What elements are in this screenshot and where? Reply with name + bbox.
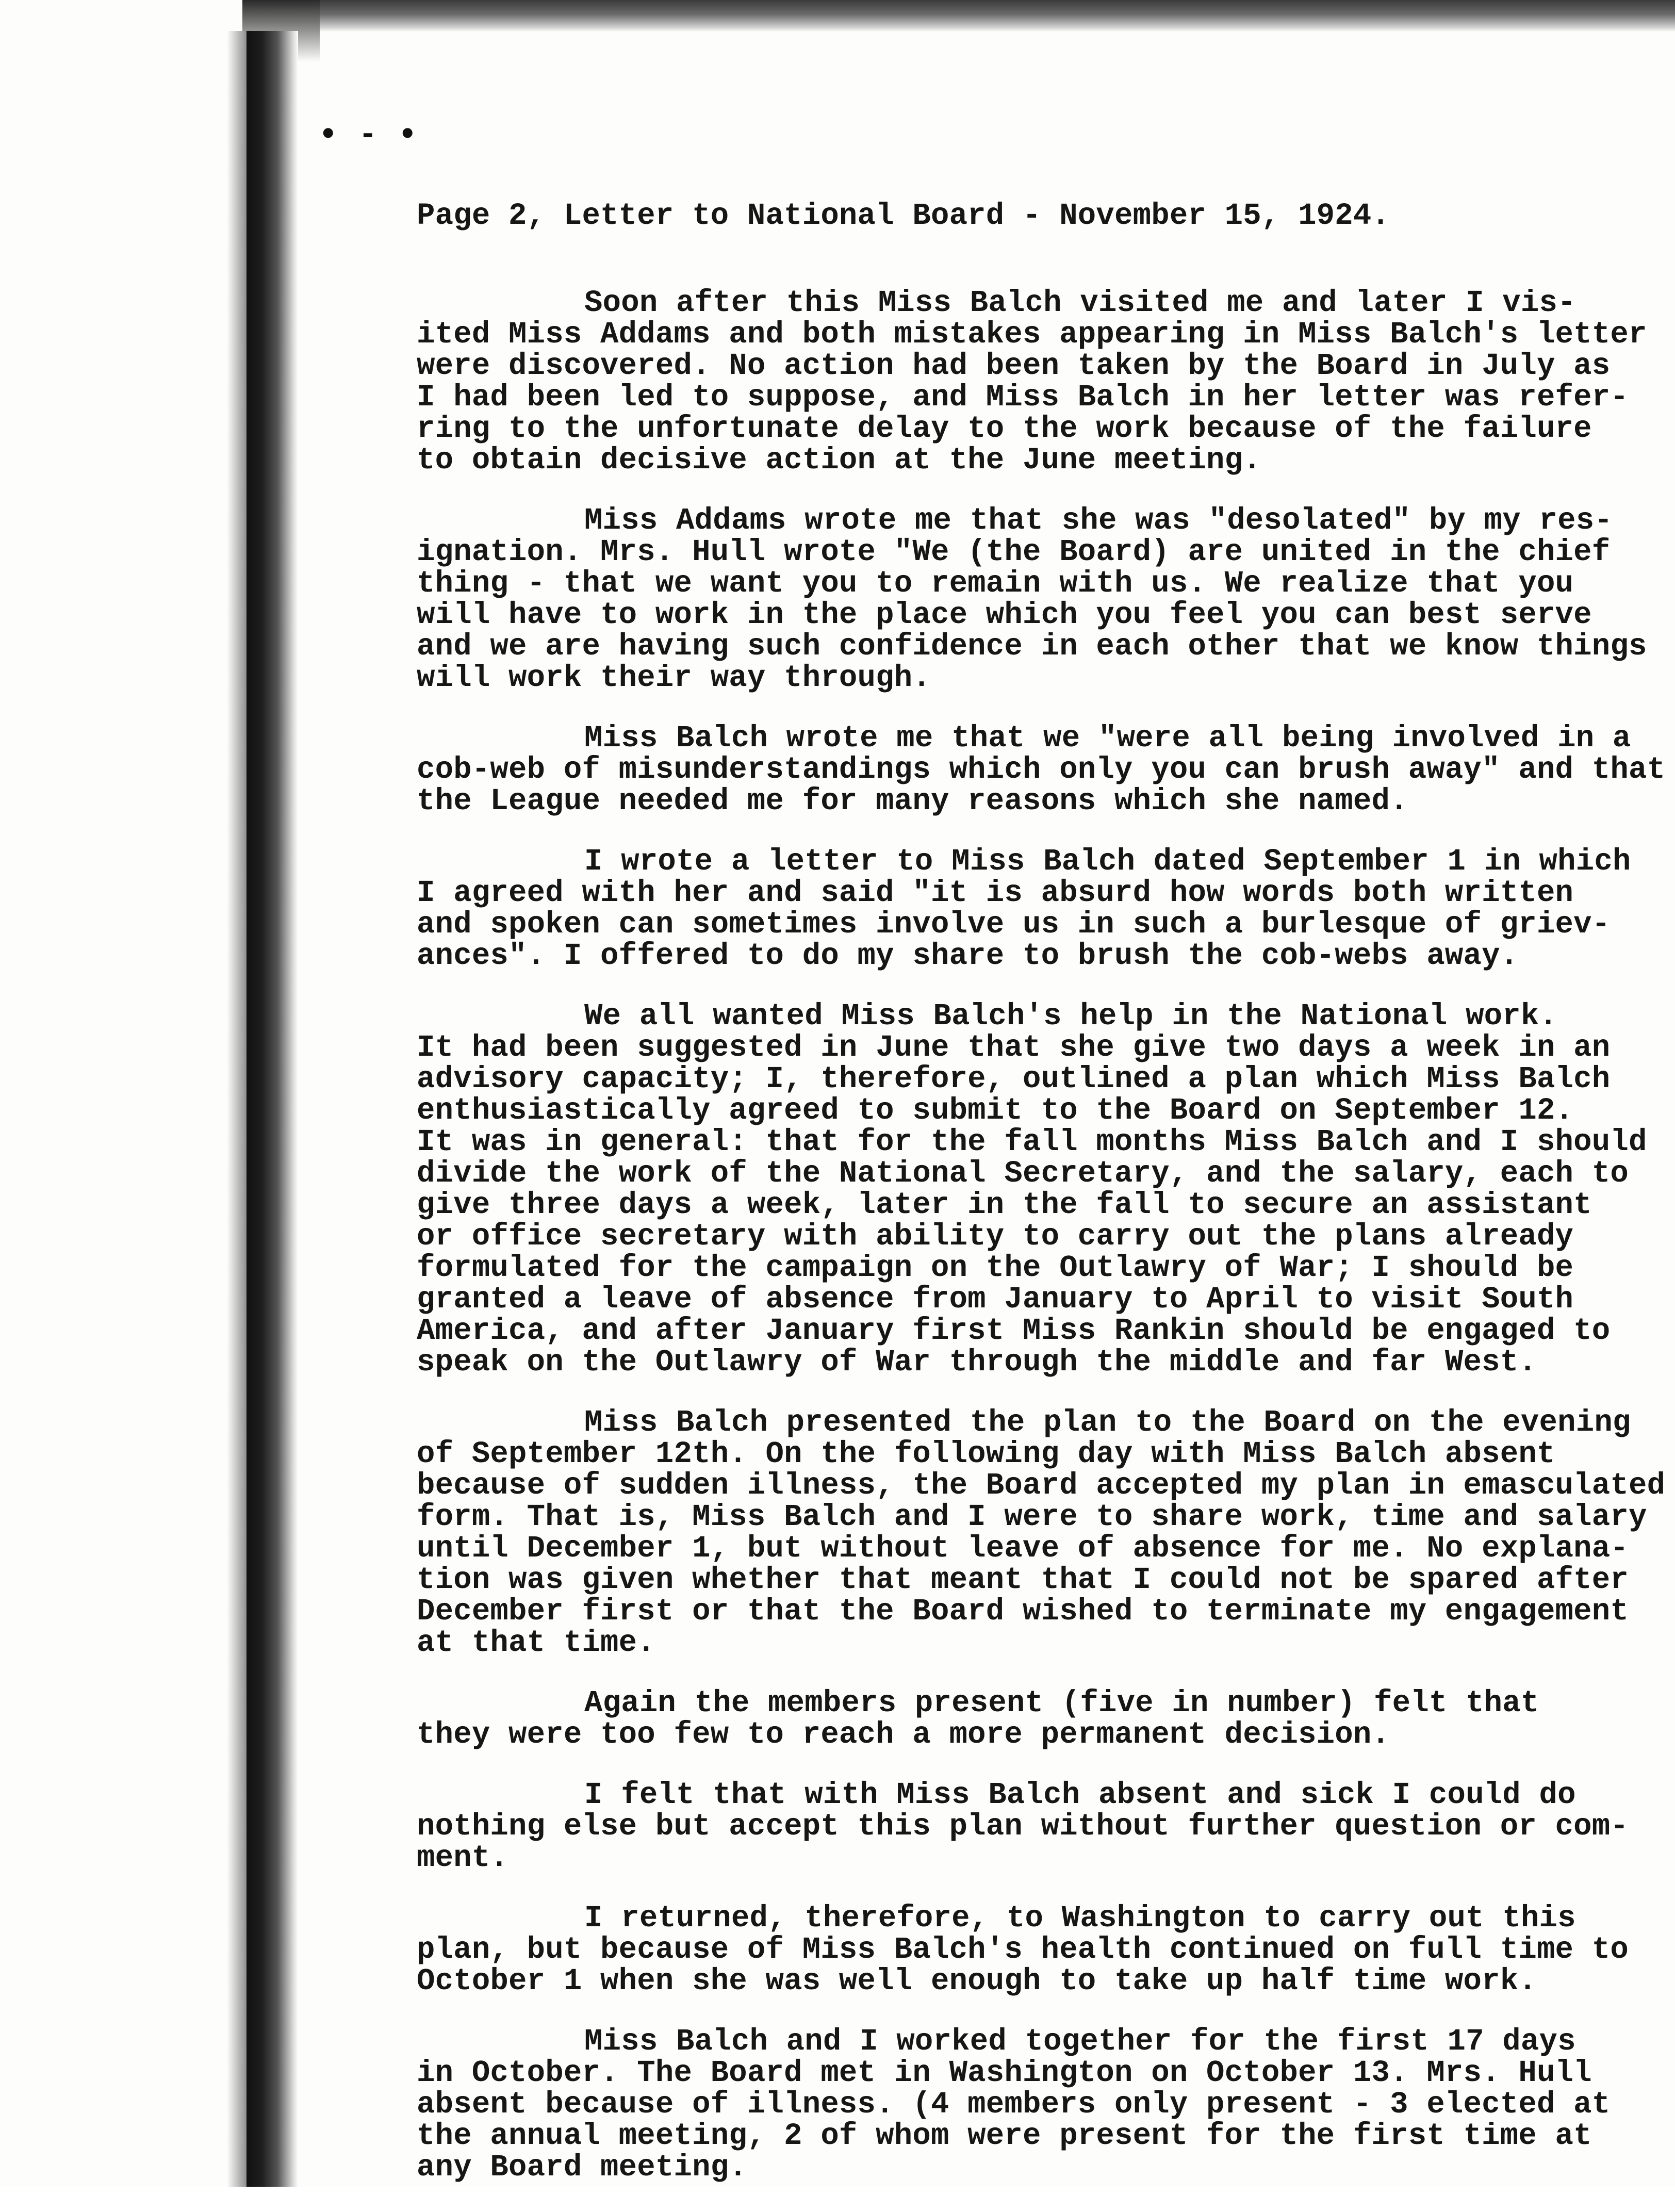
paragraph <box>417 721 1666 818</box>
text-line: Miss Balch wrote me that we "were all being involved in a <box>584 721 1631 756</box>
text-line: speak on the Outlawry of War through the middle and far West. <box>417 1345 1537 1380</box>
text-line: enthusiastically agreed to submit to the Board on September 12. <box>417 1093 1574 1128</box>
scan-left-edge <box>247 31 298 2187</box>
paragraph <box>417 503 1647 695</box>
text-line: ring to the unfortunate delay to the work because of the failure <box>417 412 1592 446</box>
text-line: America, and after January first Miss Rankin should be engaged to <box>417 1314 1611 1348</box>
text-line: thing - that we want you to remain with us. We realize that you <box>417 566 1574 601</box>
text-line: nothing else but accept this plan without further question or com- <box>417 1809 1629 1844</box>
paragraph <box>417 844 1631 973</box>
text-line: give three days a week, later in the fall to secure an assistant <box>417 1188 1592 1222</box>
text-line: because of sudden illness, the Board accepted my plan in emasculated <box>417 1468 1666 1503</box>
text-line: absent because of illness. (4 members only present - 3 elected at <box>417 2087 1611 2122</box>
paragraph <box>417 1901 1629 1998</box>
text-line: divide the work of the National Secretary, and the salary, each to <box>417 1156 1629 1191</box>
text-line: the League needed me for many reasons which she named. <box>417 784 1408 818</box>
text-line: the annual meeting, 2 of whom were present for the first time at <box>417 2119 1592 2153</box>
text-line: will work their way through. <box>417 661 931 695</box>
text-line: they were too few to reach a more permanent decision. <box>417 1717 1390 1752</box>
text-line: any Board meeting. <box>417 2150 747 2185</box>
text-line: were discovered. No action had been taken by the Board in July as <box>417 349 1611 383</box>
text-line: It had been suggested in June that she give two days a week in an <box>417 1030 1611 1065</box>
text-line: plan, but because of Miss Balch's health continued on full time to <box>417 1932 1629 1967</box>
text-line: or office secretary with ability to carry out the plans already <box>417 1219 1574 1254</box>
text-line: October 1 when she was well enough to take up half time work. <box>417 1964 1537 1998</box>
paragraph <box>417 2024 1611 2185</box>
text-line: I wrote a letter to Miss Balch dated September 1 in which <box>584 844 1631 879</box>
text-line: and we are having such confidence in each other that we know things <box>417 629 1647 664</box>
text-line: advisory capacity; I, therefore, outlined a plan which Miss Balch <box>417 1062 1611 1096</box>
text-line: I felt that with Miss Balch absent and sick I could do <box>584 1778 1576 1812</box>
paragraph <box>417 286 1647 478</box>
text-line: It was in general: that for the fall months Miss Balch and I should <box>417 1125 1647 1159</box>
paragraph <box>417 1687 1541 1750</box>
text-line: in October. The Board met in Washington on October 13. Mrs. Hull <box>417 2056 1592 2090</box>
text-line: to obtain decisive action at the June meeting. <box>417 443 1261 478</box>
text-line: Soon after this Miss Balch visited me and later I vis- <box>584 286 1576 320</box>
text-line: December first or that the Board wished to terminate my engagement <box>417 1594 1629 1629</box>
text-line: formulated for the campaign on the Outlawry of War; I should be <box>417 1251 1574 1285</box>
text-line: I returned, therefore, to Washington to carry out this <box>584 1901 1576 1936</box>
text-line: and spoken can sometimes involve us in such a burlesque of griev- <box>417 907 1611 942</box>
text-line: ited Miss Addams and both mistakes appearing in Miss Balch's letter <box>417 317 1647 352</box>
scan-left-shadow <box>227 31 248 2187</box>
text-line: Miss Balch and I worked together for the first 17 days <box>584 2024 1576 2059</box>
text-line: ances". I offered to do my share to brush the cob-webs away. <box>417 939 1519 973</box>
text-line: I had been led to suppose, and Miss Balch in her letter was refer- <box>417 380 1629 415</box>
text-line: until December 1, but without leave of absence for me. No explana- <box>417 1531 1629 1566</box>
page-marks: • - • <box>320 118 419 150</box>
text-line: form. That is, Miss Balch and I were to share work, time and salary <box>417 1500 1647 1534</box>
text-line: tion was given whether that meant that I could not be spared after <box>417 1563 1629 1597</box>
text-line: Miss Balch presented the plan to the Board on the evening <box>584 1405 1631 1440</box>
text-line: granted a leave of absence from January to April to visit South <box>417 1282 1574 1317</box>
paragraph <box>417 999 1647 1380</box>
paragraph <box>417 1405 1666 1660</box>
text-line: I agreed with her and said "it is absurd how words both written <box>417 876 1574 910</box>
paragraph-list <box>417 286 1666 2185</box>
letter-body <box>417 199 1666 2212</box>
page-title: Page 2, Letter to National Board - November 15, 1924. <box>417 199 1390 233</box>
text-line: will have to work in the place which you feel you can best serve <box>417 598 1592 632</box>
paragraph <box>417 1778 1629 1875</box>
text-line: of September 12th. On the following day with Miss Balch absent <box>417 1437 1555 1471</box>
text-line: ignation. Mrs. Hull wrote "We (the Board) are united in the chief <box>417 535 1611 569</box>
text-line: Again the members present (five in number) felt that <box>584 1686 1539 1721</box>
text-line: We all wanted Miss Balch's help in the National work. <box>584 999 1558 1034</box>
text-line: Miss Addams wrote me that she was "desolated" by my res- <box>584 503 1613 538</box>
text-line: cob-web of misunderstandings which only you can brush away" and that <box>417 752 1666 787</box>
scan-top-edge <box>242 0 1675 32</box>
text-line: ment. <box>417 1841 509 1875</box>
text-line: at that time. <box>417 1626 655 1660</box>
